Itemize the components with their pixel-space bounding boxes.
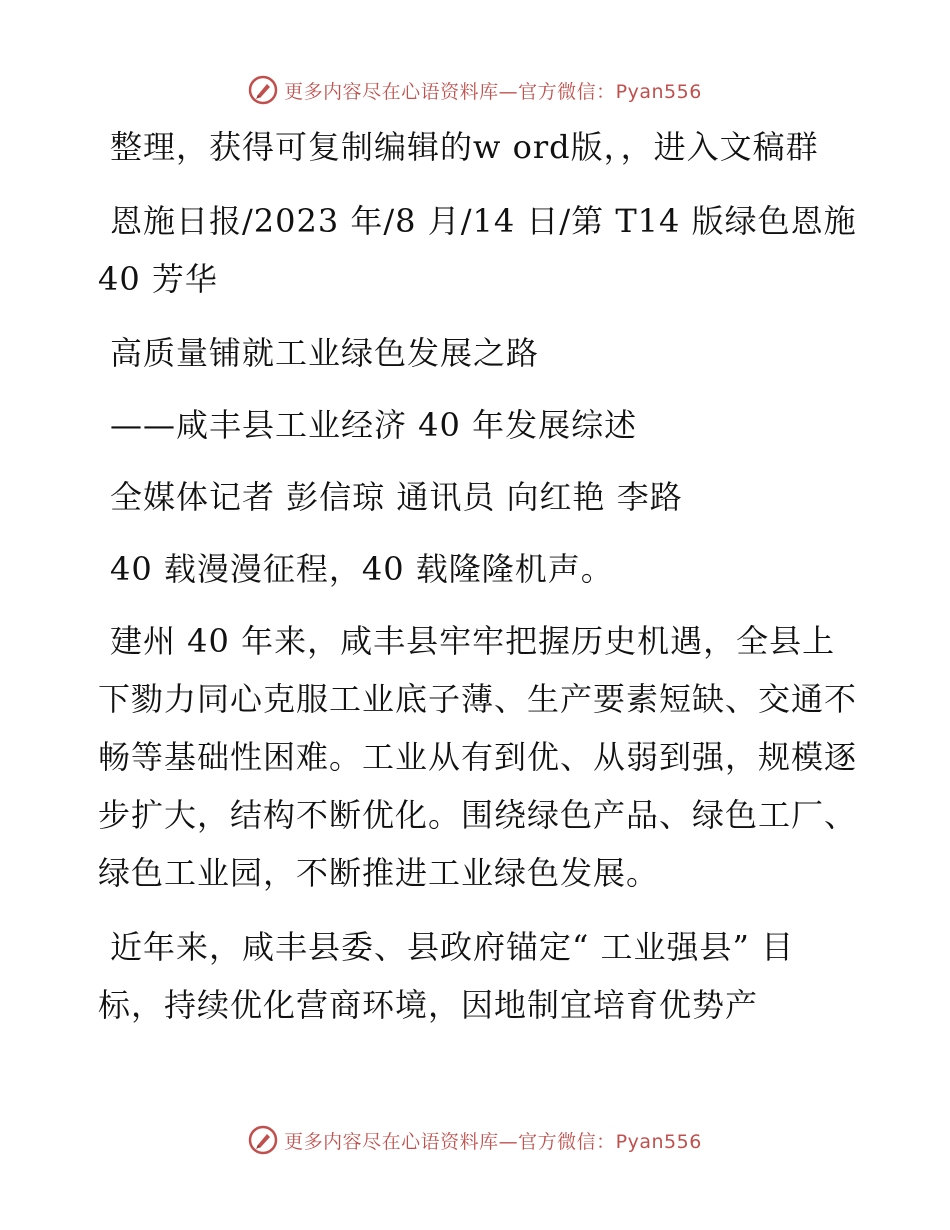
paragraph-source: 恩施日报/2023 年/8 月/14 日/第 T14 版绿色恩施 40 芳华: [98, 202, 857, 298]
header-banner: [0, 70, 950, 110]
footer-banner: [0, 1120, 950, 1160]
banner-text: 更多内容尽在心语资料库—官方微信：Pyan556: [284, 80, 702, 103]
paragraph-body-1: 建州 40 年来，咸丰县牢牢把握历史机遇，全县上下勠力同心克服工业底子薄、生产要素短缺、交通不畅等基础性困难。工业从有到优、从弱到强，规模逐步扩大，结构不断优化。围绕绿色产品、绿色工厂、绿色工业园，不断推进工业绿色发展。: [98, 622, 858, 892]
article-subtitle: ——咸丰县工业经济 40 年发展综述: [110, 406, 638, 444]
article-title: 高质量铺就工业绿色发展之路: [110, 334, 540, 372]
paragraph-body-2: 近年来，咸丰县委、县政府锚定“ 工业强县” 目标，持续优化营商环境，因地制宜培育优势产: [98, 928, 795, 1024]
paragraph-intro: 整理，获得可复制编辑的w ord版，，进入文稿群: [110, 128, 819, 166]
document-body: [98, 118, 858, 1050]
article-byline: 全媒体记者 彭信琼 通讯员 向红艳 李路: [110, 478, 683, 516]
paragraph-lead: 40 载漫漫征程，40 载隆隆机声。: [110, 550, 614, 588]
pen-logo-icon: [248, 75, 278, 105]
pen-logo-icon: [248, 1125, 278, 1155]
banner-text: 更多内容尽在心语资料库—官方微信：Pyan556: [284, 1130, 702, 1153]
